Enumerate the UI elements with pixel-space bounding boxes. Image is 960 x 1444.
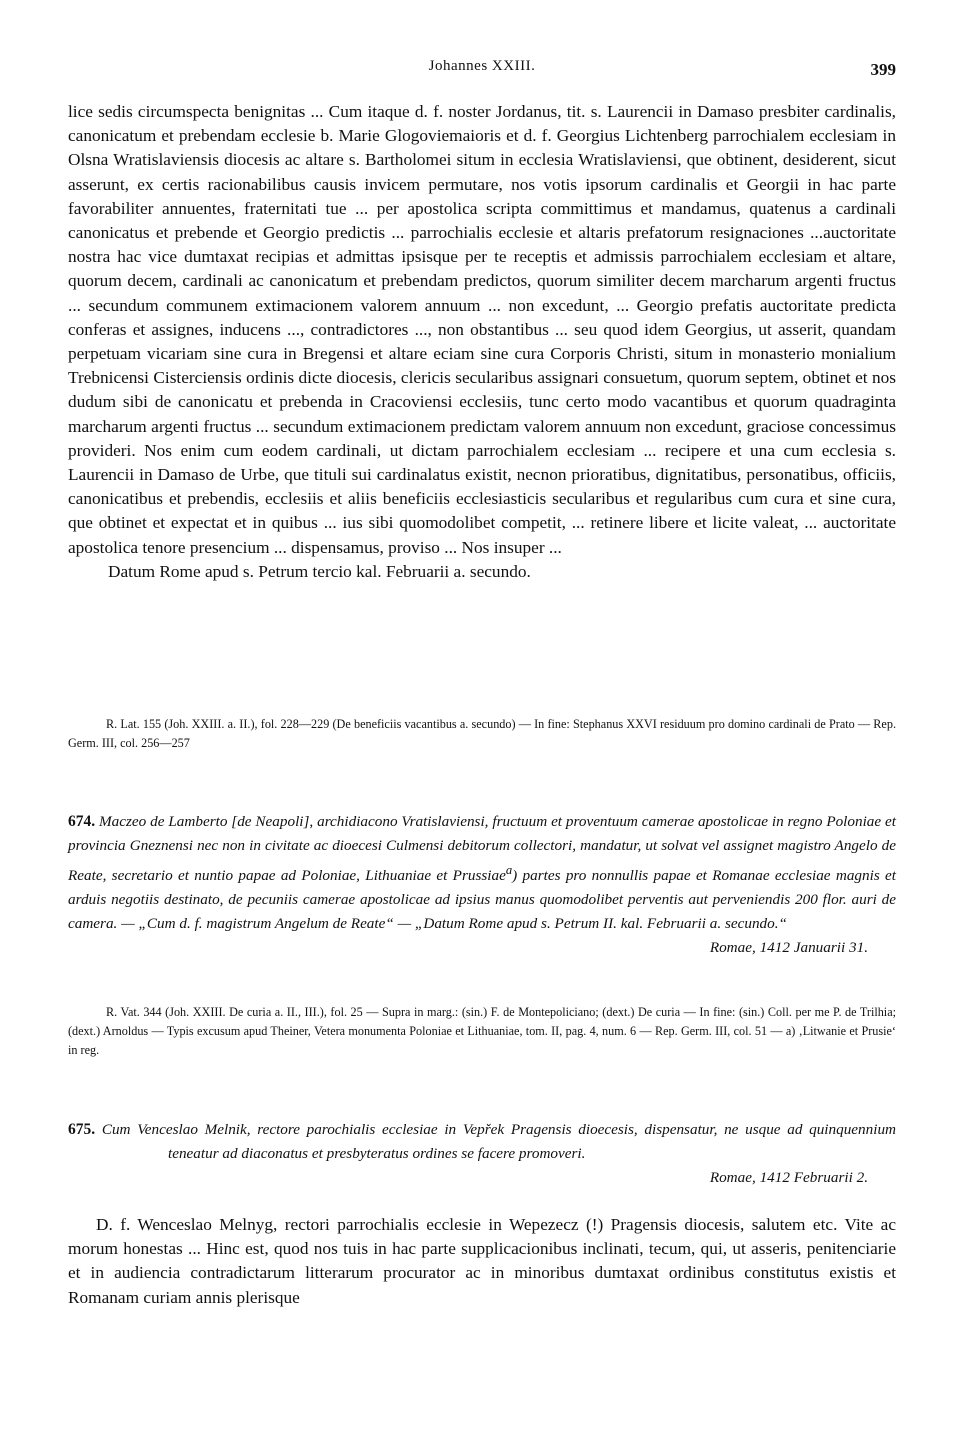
running-title: Johannes XXIII. — [428, 58, 536, 74]
entry-675-text — [68, 1213, 896, 1310]
main-text — [68, 100, 896, 584]
letter-paragraph: lice sedis circumspecta benignitas ... Cum itaque d. f. noster Jordanus, tit. s. Laurencii in Damaso presbiter cardinalis, canonicatum et prebendam ecclesie b. Marie Glogoviemaioris et d. f. Georgius Lichtenberg parrochialem ecclesiam in Olsna Wratislaviensis diocesis ac altare s. Bartholomei situm in ecclesia Wratislaviensi, que obtinent, desiderent, sicut asserunt, ex certis racionabilibus causis invicem permutare, nos votis ipsorum cardinalis et Georgii in hac parte favorabiliter annuentes, fraternitati tue ... per apostolica scripta committimus et mandamus, quatenus a cardinali canonicatus et prebende et Georgio predictis ... parrochialis ecclesie et altaris prefatorum resignaciones ...auctoritate nostra hac vice dumtaxat recipias et admittas ipsisque per te receptis et admissis parrochialem ecclesiam et altare, quorum decem, cardinali ac canonicatum et prebendam predictos, quorum similiter decem marcharum argenti fructus ... secundum communem extimacionem valorem annuum ... non excedunt, ... Georgio prefatis auctoritate predicta conferas et assignes, inducens ..., contradictores ..., non obstantibus ... seu quod idem Georgius, ut asserit, quandam perpetuam vicariam sine cura in Bregensi et altare eciam sine cura Corporis Christi, situm in monasterio monialium Trebnicensi Cisterciensis ordinis dicte diocesis, clericis secularibus assignari consuetum, quorum septem, obtinet et nos dudum sibi de canonicatu et prebenda in Cracoviensi ecclesiis, tunc certo modo vacantibus et quorum quadraginta marcharum argenti fructus ... secundum extimacionem predictam valorem annuum non excedunt, graciose concessimus provideri. Nos enim cum eodem cardinali, ut dictam parrochialem ecclesiam ... recipere et una cum ecclesia s. Laurencii in Damaso de Urbe, que tituli sui cardinalatus existit, necnon prioratibus, dignitatibus, personatibus, officiis, canonicatibus et prebendis, ecclesiis et aliis beneficiis ecclesiasticis secularibus et regularibus cum cura et sine cura, que obtinet et expectat et in quibus ... ius sibi quomodolibet competit, ... retinere libere et licite valeat, ... auctoritate apostolica tenore presencium ... dispensamus, proviso ... Nos insuper ... — [68, 102, 896, 557]
summary-text: Cum Venceslao Melnik, rectore parochialis ecclesiae in Vepřek Pragensis dioecesis, dispensatur, ne usque ad quinquennium teneatur ad diaconatus et presbyteratus ordines se facere promoveri. — [101, 1121, 897, 1162]
entry-number: 674. — [68, 813, 96, 830]
entry-date: Romae, 1412 Februarii 2. — [709, 1169, 868, 1186]
footnote-marker: a — [505, 863, 513, 877]
entry-date: Romae, 1412 Januarii 31. — [709, 939, 868, 957]
entry-number: 675. — [68, 1121, 96, 1138]
letter-paragraph: D. f. Wenceslao Melnyg, rectori parrochialis ecclesie in Wepezecz (!) Pragensis diocesis, salutem etc. Vite ac morum honestas ... Hinc est, quod nos tuis in hac parte supplicacionibus inclinati, tecum, qui, ut asseris, penitenciarie et in audiencia contradictarum litterarum procurator ac in minoribus dumtaxat ordinibus constitutus existis et Romanam curiam annis plerisque — [68, 1215, 896, 1307]
page-header — [68, 56, 896, 86]
source-note-674: R. Vat. 344 (Joh. XXIII. De curia a. II., III.), fol. 25 — Supra in marg.: (sin.) F. de Montepoliciano; (dext.) De curia — In fine: (sin.) Coll. per me P. de Trilhia; (dext.) Arnoldus — Typis excusum apud Theiner, Vetera monumenta Poloniae et Lithuaniae, tom. II, pag. 4, num. 6 — Rep. Germ. III, col. 51 — a) ‚Litwanie et Prusie‘ in reg. — [68, 1005, 896, 1057]
entry-summary — [68, 1118, 896, 1166]
summary-text: Maczeo de Lamberto [de Neapoli], archidiacono Vratislaviensi, fructuum et proventuum camerae apostolicae in regno Poloniae et provincia Gneznensi nec non in civitate ac dioecesi Culmensi debitorum collectori, mandatur, ut solvat vel assignet magistro Angelo de Reate, secretario et nuntio papae ad Poloniae, Lithuaniae et Prussiae — [68, 813, 896, 885]
page-number: 399 — [870, 60, 896, 79]
datum-line: Datum Rome apud s. Petrum tercio kal. Februarii a. secundo. — [108, 561, 531, 581]
entry-674 — [68, 810, 896, 960]
entry-675 — [68, 1118, 896, 1190]
summary-text-continued: ) partes pro nonnullis papae et Romanae ecclesiae magnis et arduis negotiis destinato, de pecuniis camerae apostolicae ad ipsius manus quomodolibet perventis aut perveniendis 200 flor. auri de camera. — „Cum d. f. magistrum Angelum de Reate“ — „Datum Rome apud s. Petrum II. kal. Februarii a. secundo.“ — [68, 867, 896, 933]
source-note-673: R. Lat. 155 (Joh. XXIII. a. II.), fol. 228—229 (De beneficiis vacantibus a. secundo) — In fine: Stephanus XXVI residuum pro domino cardinali de Prato — Rep. Germ. III, col. 256—257 — [68, 717, 896, 750]
entry-summary — [68, 810, 896, 936]
